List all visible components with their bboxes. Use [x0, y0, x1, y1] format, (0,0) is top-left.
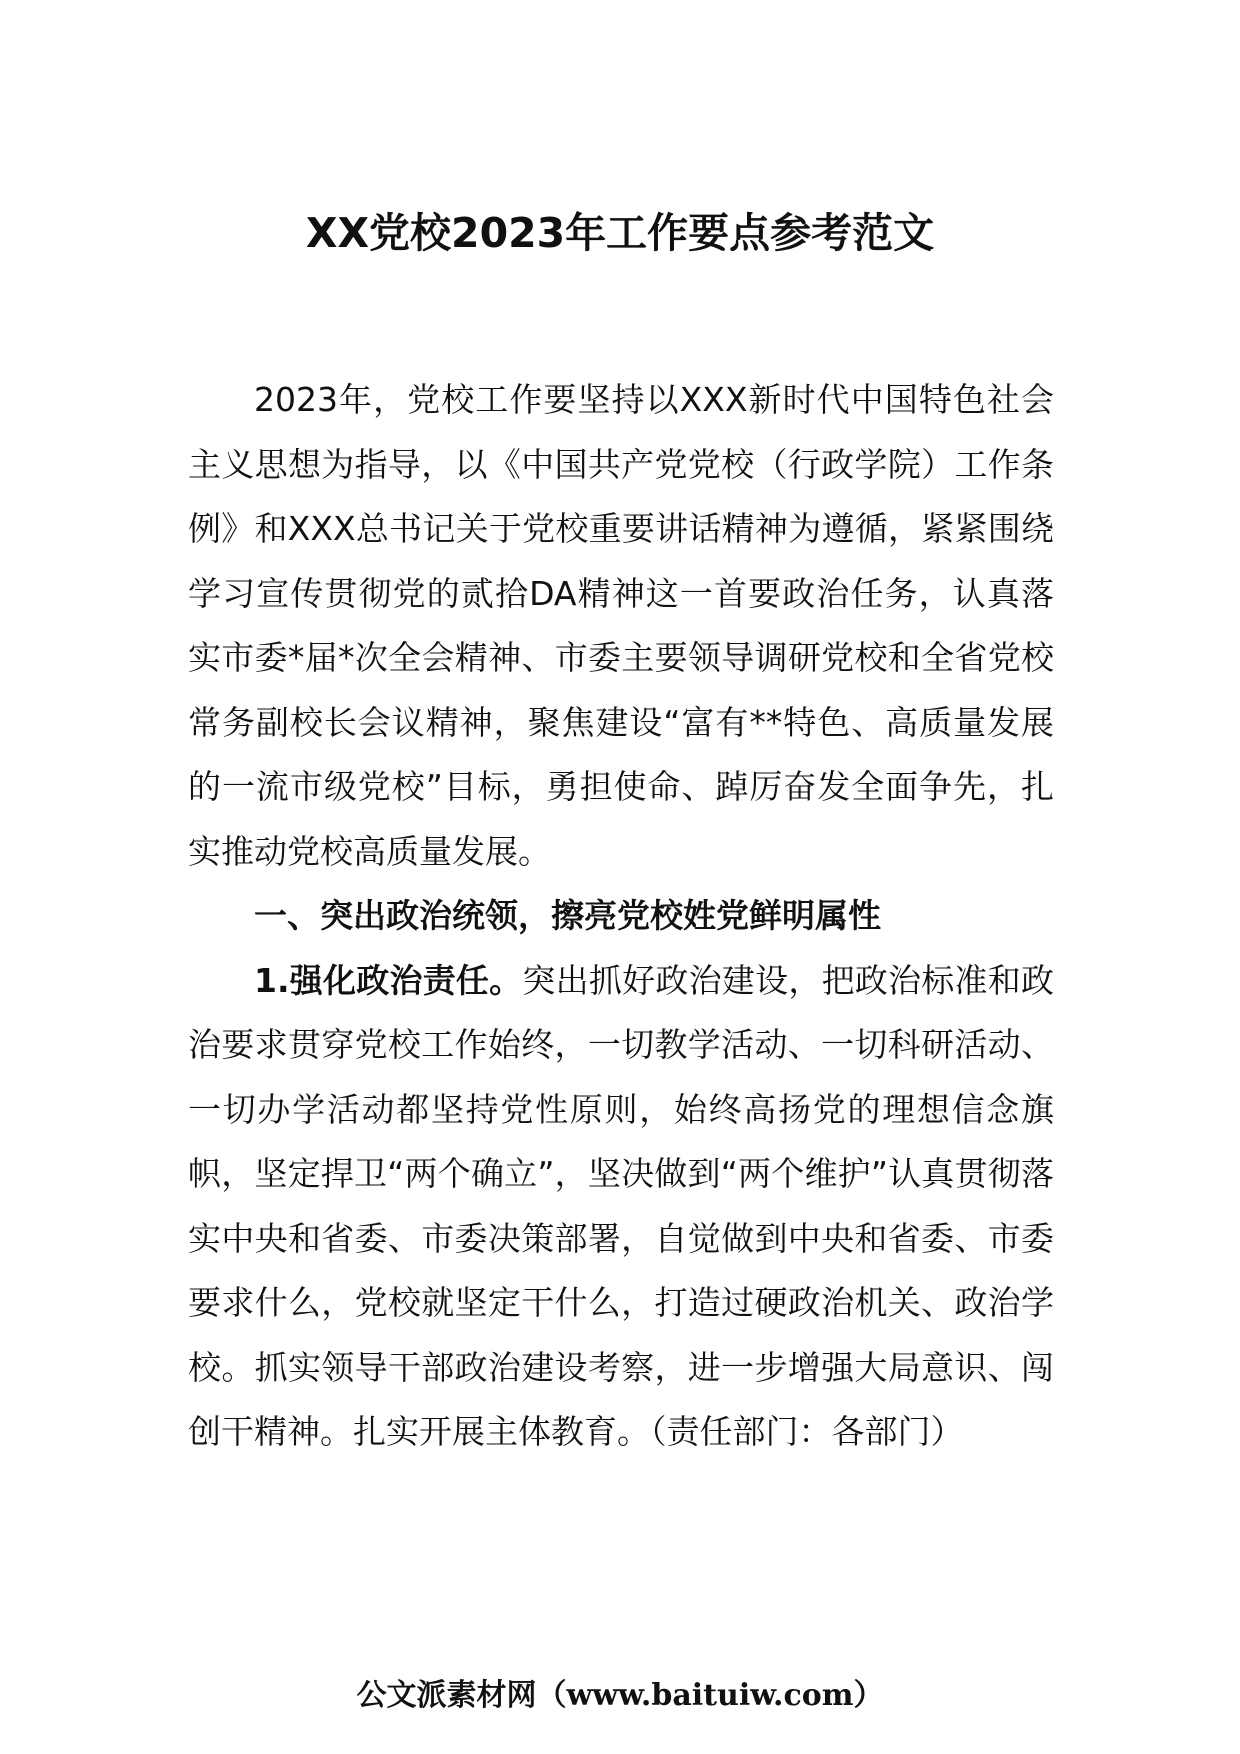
- footer-watermark: 公文派素材网（www.baituiw.com）: [356, 1678, 884, 1713]
- item-1-lead: 1.强化政治责任。: [254, 960, 523, 1000]
- item-1-text: 突出抓好政治建设，把政治标准和政治要求贯穿党校工作始终，一切教学活动、一切科研活动、一切办学活动都坚持党性原则，始终高扬党的理想信念旗帜，坚定捍卫“两个确立”，坚决做到“两个维护”认真贯彻落实中央和省委、市委决策部署，自觉做到中央和省委、市委要求什么，党校就坚定干什么，打造过硬政治机关、政治学校。抓实领导干部政治建设考察，进一步增强大局意识、闯创干精神。扎实开展主体教育。（责任部门：各部门）: [188, 960, 1055, 1451]
- section-heading-1: 一、突出政治统领，擦亮党校姓党鲜明属性: [254, 896, 881, 935]
- intro-paragraph: 2023年，党校工作要坚持以XXX新时代中国特色社会主义思想为指导，以《中国共产党党校（行政学院）工作条例》和XXX总书记关于党校重要讲话精神为遵循，紧紧围绕学习宣传贯彻党的贰拾DA精神这一首要政治任务，认真落实市委*届*次全会精神、市委主要领导调研党校和全省党校常务副校长会议精神，聚焦建设“富有**特色、高质量发展的一流市级党校”目标，勇担使命、踔厉奋发全面争先，扎实推动党校高质量发展。: [188, 380, 1054, 871]
- document-body: [188, 368, 1054, 1465]
- item-1-paragraph: [188, 949, 1054, 1465]
- document-title: XX党校2023年工作要点参考范文: [305, 209, 935, 257]
